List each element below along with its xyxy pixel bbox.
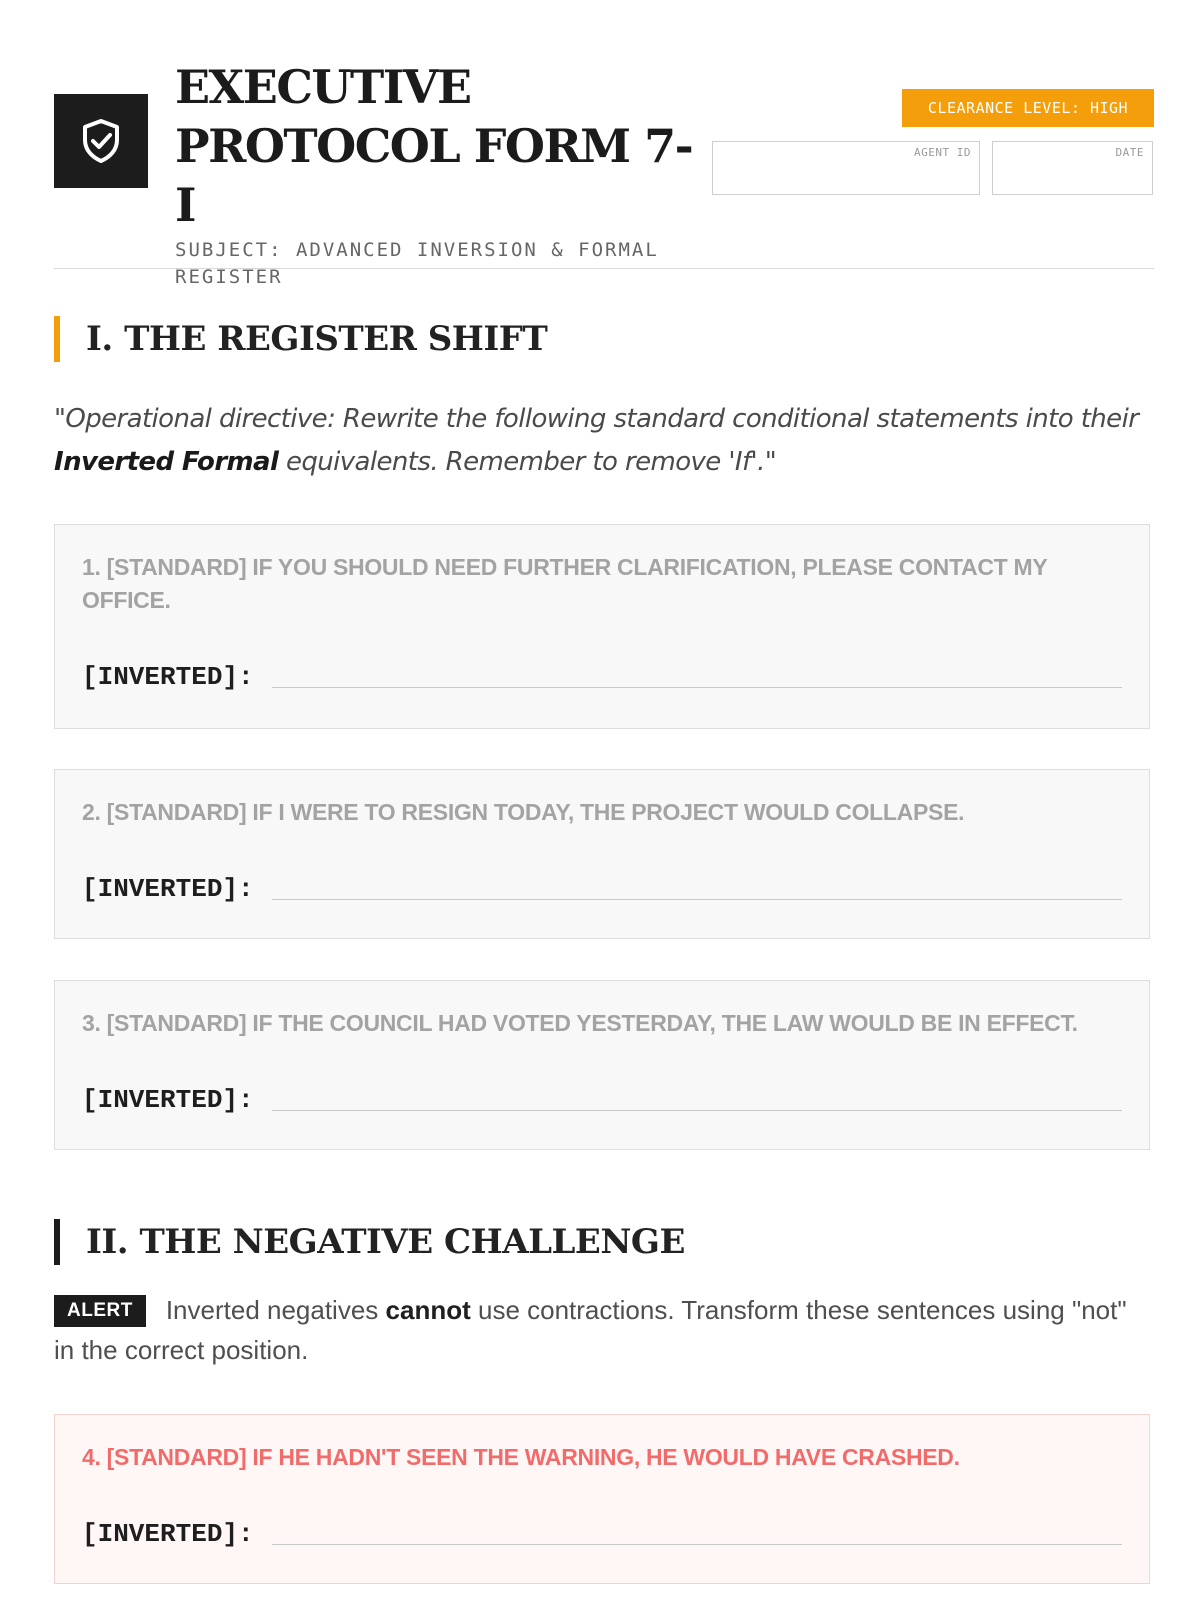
alert-post: use contractions. Transform these sentences using "not" in the correct position. [54,1295,1127,1365]
answer-line-3[interactable] [272,1110,1122,1111]
date-label: DATE [1115,146,1144,159]
date-field[interactable] [992,141,1153,195]
answer-line-1[interactable] [272,687,1122,688]
answer-line-2[interactable] [272,899,1122,900]
section-1-heading [54,316,1154,362]
question-card-2 [54,769,1150,939]
agent-id-label: AGENT ID [914,146,971,159]
directive-post: equivalents. Remember to remove 'If'." [278,447,777,477]
subject-line: SUBJECT: ADVANCED INVERSION & FORMAL REGISTER [175,239,659,288]
standard-sentence-2: 2. [STANDARD] IF I WERE TO RESIGN TODAY, THE PROJECT WOULD COLLAPSE. [82,799,965,825]
alert-paragraph [54,1290,1144,1370]
question-card-4 [54,1414,1150,1584]
title-block [175,58,695,291]
standard-sentence-3: 3. [STANDARD] IF THE COUNCIL HAD VOTED YESTERDAY, THE LAW WOULD BE IN EFFECT. [82,1010,1078,1036]
clearance-badge: CLEARANCE LEVEL: HIGH [902,89,1154,127]
section-1-accent-bar [54,316,60,362]
section-2-heading [54,1219,1154,1265]
question-card-1 [54,524,1150,729]
alert-badge: ALERT [54,1295,146,1327]
directive-text [54,398,1164,484]
section-1-title: I. THE REGISTER SHIFT [86,319,548,359]
alert-bold: cannot [385,1295,471,1325]
directive-bold: Inverted Formal [54,447,279,477]
logo [54,94,148,188]
answer-row-1 [82,660,1122,694]
agent-id-field[interactable] [712,141,980,195]
title-line-2: PROTOCOL FORM 7-I [175,119,693,232]
standard-sentence-1: 1. [STANDARD] IF YOU SHOULD NEED FURTHER CLARIFICATION, PLEASE CONTACT MY OFFICE. [82,554,1047,613]
form-header [54,54,1154,288]
inverted-label-1: [INVERTED]: [82,662,254,692]
answer-row-2 [82,872,1122,906]
question-card-3 [54,980,1150,1150]
standard-sentence-4: 4. [STANDARD] IF HE HADN'T SEEN THE WARNING, HE WOULD HAVE CRASHED. [82,1444,960,1470]
inverted-label-3: [INVERTED]: [82,1085,254,1115]
answer-line-4[interactable] [272,1544,1122,1545]
title-line-1: EXECUTIVE [175,60,471,114]
header-divider [54,268,1154,269]
section-2-title: II. THE NEGATIVE CHALLENGE [86,1222,685,1262]
shield-check-icon [79,117,123,165]
inverted-label-2: [INVERTED]: [82,874,254,904]
alert-pre: Inverted negatives [165,1295,386,1325]
directive-pre: "Operational directive: Rewrite the following standard conditional statements into their [54,404,1139,434]
inverted-label-4: [INVERTED]: [82,1519,254,1549]
answer-row-4 [82,1517,1122,1551]
section-2-accent-bar [54,1219,60,1265]
answer-row-3 [82,1083,1122,1117]
page-title [175,58,695,235]
